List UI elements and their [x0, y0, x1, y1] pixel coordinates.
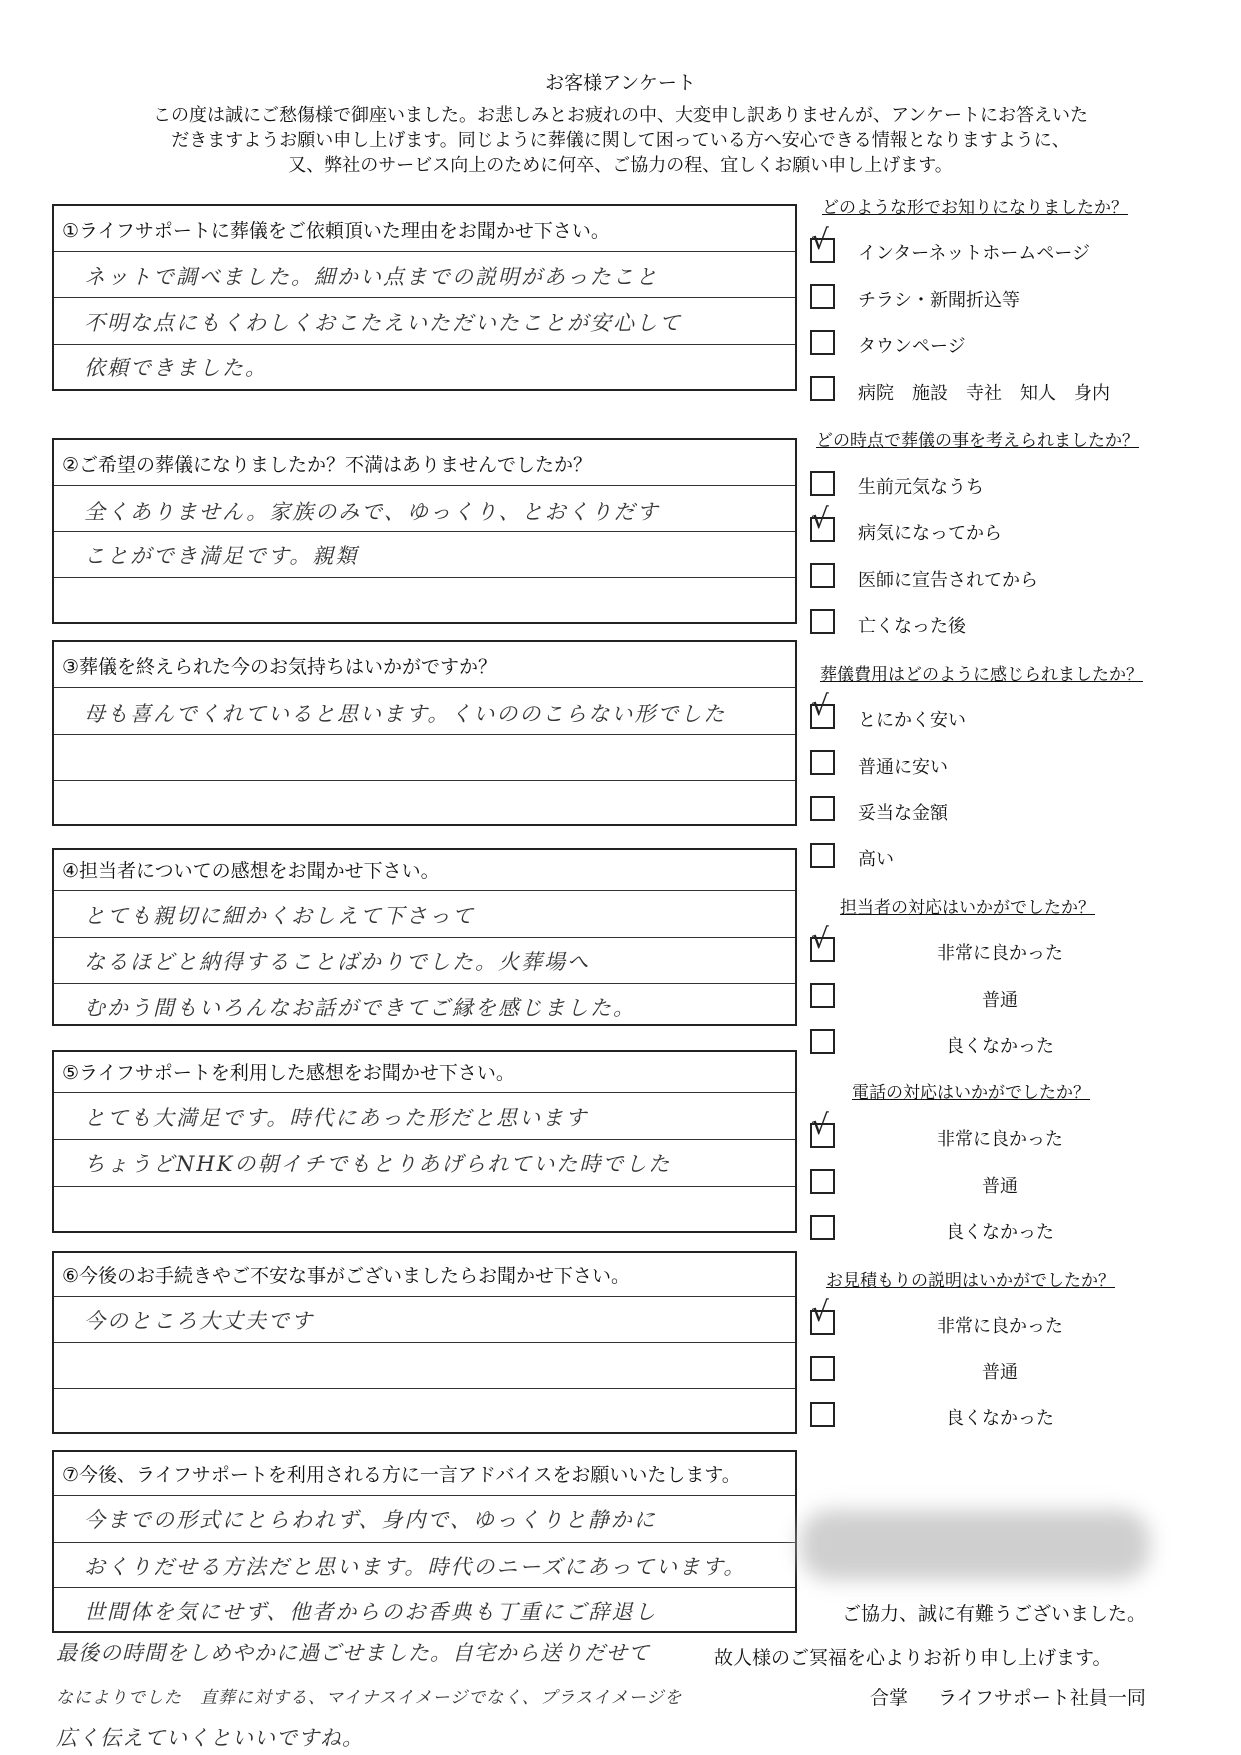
question-7-label: ⑦今後、ライフサポートを利用される方に一言アドバイスをお願いいたします。: [62, 1464, 741, 1486]
side-5-option-2: 普通: [982, 1176, 1018, 1197]
side-1-checkbox-1[interactable]: √: [810, 238, 835, 263]
overflow-answer-line-1: 最後の時間をしめやかに過ごせました。自宅から送りだせて: [56, 1641, 650, 1665]
side-2-checkbox-1[interactable]: [810, 471, 835, 496]
side-3-option-1: とにかく安い: [858, 710, 966, 731]
question-3-box: [52, 640, 797, 826]
staff-signature: ライフサポート社員一同: [938, 1687, 1146, 1709]
side-1-option-2: チラシ・新聞折込等: [858, 290, 1020, 311]
question-6-box: [52, 1251, 797, 1434]
answer-2-line-2[interactable]: ことができ満足です。親類: [84, 544, 359, 568]
answer-7-line-1[interactable]: 今までの形式にとらわれず、身内で、ゆっくりと静かに: [84, 1508, 657, 1532]
question-6-label: ⑥今後のお手続きやご不安な事がございましたらお聞かせ下さい。: [62, 1265, 631, 1287]
redacted-area: [800, 1510, 1150, 1580]
answer-3-line-1[interactable]: 母も喜んでくれていると思います。くいののこらない形でした: [84, 702, 727, 726]
side-1-checkbox-4[interactable]: [810, 376, 835, 401]
side-3-checkbox-3[interactable]: [810, 796, 835, 821]
side-6-option-3: 良くなかった: [946, 1408, 1054, 1429]
side-1-checkbox-3[interactable]: [810, 330, 835, 355]
side-2-option-4: 亡くなった後: [858, 616, 966, 637]
question-1-label: ①ライフサポートに葬儀をご依頼頂いた理由をお聞かせ下さい。: [62, 220, 610, 242]
question-4-label: ④担当者についての感想をお聞かせ下さい。: [62, 860, 440, 882]
question-2-label: ②ご希望の葬儀になりましたか？不満はありませんでしたか？: [62, 454, 593, 476]
overflow-answer-line-3: 広く伝えていくといいですね。: [56, 1726, 364, 1750]
side-6-checkbox-3[interactable]: [810, 1402, 835, 1427]
side-3-checkbox-4[interactable]: [810, 843, 835, 868]
question-5-label: ⑤ライフサポートを利用した感想をお聞かせ下さい。: [62, 1062, 515, 1084]
side-1-option-3: タウンページ: [858, 336, 966, 357]
thanks-message: ご協力、誠に有難うございました。: [842, 1603, 1147, 1625]
side-4-option-3: 良くなかった: [946, 1036, 1054, 1057]
side-3-option-4: 高い: [858, 849, 894, 870]
question-7-box: [52, 1450, 797, 1633]
side-5-option-3: 良くなかった: [946, 1222, 1054, 1243]
answer-1-line-3[interactable]: 依頼できました。: [84, 356, 268, 380]
answer-5-line-1[interactable]: とても大満足です。時代にあった形だと思います: [84, 1106, 589, 1130]
question-1-box: [52, 204, 797, 391]
side-1-heading: どのような形でお知りになりましたか？: [822, 198, 1128, 218]
side-6-checkbox-2[interactable]: [810, 1356, 835, 1381]
prayer-message: 故人様のご冥福を心よりお祈り申し上げます。: [714, 1647, 1112, 1669]
side-4-option-2: 普通: [982, 990, 1018, 1011]
side-5-checkbox-1[interactable]: √: [810, 1123, 835, 1148]
side-2-checkbox-2[interactable]: √: [810, 517, 835, 542]
side-2-checkbox-3[interactable]: [810, 563, 835, 588]
intro-line-1: この度は誠にご愁傷様で御座いました。お悲しみとお疲れの中、大変申し訳ありませんが、アンケートにお答えいた: [153, 105, 1088, 126]
survey-title: お客様アンケート: [545, 72, 696, 94]
answer-4-line-3[interactable]: むかう間もいろんなお話ができてご縁を感じました。: [84, 996, 636, 1020]
answer-7-line-3[interactable]: 世間体を気にせず、他者からのお香典も丁重にご辞退し: [84, 1600, 658, 1624]
side-4-checkbox-3[interactable]: [810, 1029, 835, 1054]
side-3-heading: 葬儀費用はどのように感じられましたか？: [820, 665, 1143, 685]
answer-1-line-2[interactable]: 不明な点にもくわしくおこたえいただいたことが安心して: [84, 311, 682, 335]
side-4-option-1: 非常に良かった: [937, 943, 1063, 964]
answer-6-line-1[interactable]: 今のところ大丈夫です: [84, 1309, 314, 1333]
answer-4-line-2[interactable]: なるほどと納得することばかりでした。火葬場へ: [84, 950, 590, 974]
side-2-option-1: 生前元気なうち: [858, 477, 984, 498]
side-6-checkbox-1[interactable]: √: [810, 1310, 835, 1335]
side-4-checkbox-2[interactable]: [810, 983, 835, 1008]
side-2-option-3: 医師に宣告されてから: [858, 570, 1038, 591]
side-5-option-1: 非常に良かった: [937, 1129, 1063, 1150]
side-1-checkbox-2[interactable]: [810, 284, 835, 309]
answer-4-line-1[interactable]: とても親切に細かくおしえて下さって: [84, 904, 475, 928]
side-1-option-1: インターネットホームページ: [858, 243, 1091, 264]
question-3-label: ③葬儀を終えられた今のお気持ちはいかがですか？: [62, 656, 498, 678]
side-5-checkbox-2[interactable]: [810, 1169, 835, 1194]
question-2-box: [52, 438, 797, 624]
side-6-heading: お見積もりの説明はいかがでしたか？: [826, 1271, 1115, 1291]
answer-2-line-1[interactable]: 全くありません。家族のみで、ゆっくり、とおくりだす: [84, 500, 660, 524]
side-4-heading: 担当者の対応はいかがでしたか？: [840, 898, 1095, 918]
side-6-option-1: 非常に良かった: [937, 1316, 1063, 1337]
question-5-box: [52, 1050, 797, 1233]
side-1-option-4: 病院 施設 寺社 知人 身内: [858, 383, 1110, 404]
side-5-checkbox-3[interactable]: [810, 1215, 835, 1240]
intro-line-2: だきますようお願い申し上げます。同じように葬儀に関して困っている方へ安心できる情報となりますように、: [171, 130, 1070, 151]
side-4-checkbox-1[interactable]: √: [810, 937, 835, 962]
answer-5-line-2[interactable]: ちょうどNHKの朝イチでもとりあげられていた時でした: [84, 1152, 672, 1176]
side-3-option-3: 妥当な金額: [858, 803, 948, 824]
side-6-option-2: 普通: [982, 1362, 1018, 1383]
intro-line-3: 又、弊社のサービス向上のために何卒、ご協力の程、宜しくお願い申し上げます。: [288, 155, 953, 176]
gassho-text: 合掌: [870, 1687, 909, 1709]
side-5-heading: 電話の対応はいかがでしたか？: [852, 1083, 1090, 1103]
overflow-answer-line-2: なによりでした 直葬に対する、マイナスイメージでなく、プラスイメージを: [56, 1688, 683, 1708]
side-3-checkbox-2[interactable]: [810, 750, 835, 775]
answer-7-line-2[interactable]: おくりだせる方法だと思います。時代のニーズにあっています。: [84, 1555, 747, 1579]
side-3-checkbox-1[interactable]: √: [810, 704, 835, 729]
side-2-option-2: 病気になってから: [858, 523, 1002, 544]
side-2-checkbox-4[interactable]: [810, 609, 835, 634]
side-2-heading: どの時点で葬儀の事を考えられましたか？: [816, 431, 1139, 451]
side-3-option-2: 普通に安い: [858, 757, 948, 778]
question-4-box: [52, 848, 797, 1026]
answer-1-line-1[interactable]: ネットで調べました。細かい点までの説明があったこと: [84, 265, 659, 289]
